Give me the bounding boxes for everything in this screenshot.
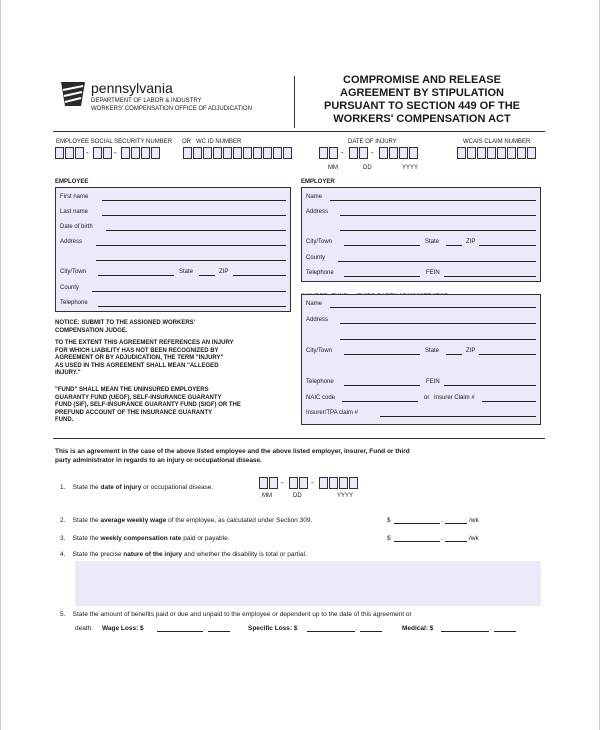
notice-p3-line-1: "FUND" SHALL MEAN THE UNINSURED EMPLOYERS: [55, 387, 209, 393]
employee-state-label: State: [179, 269, 194, 275]
notice-p1-line-1: NOTICE: SUBMIT TO THE ASSIGNED WORKERS': [55, 320, 196, 326]
wage-loss-dot: .: [204, 625, 206, 632]
notice-injury-definition: [55, 340, 234, 378]
insurer-name-label: Name: [306, 301, 323, 307]
employer-zip-field[interactable]: [479, 245, 536, 246]
employee-dob-field[interactable]: [106, 230, 286, 231]
specific-loss-label: Specific Loss: $: [248, 625, 298, 632]
item-4-suffix: and whether the disability is total or partial.: [183, 551, 307, 558]
item-3-dollars-field[interactable]: [394, 541, 440, 542]
employee-address-field[interactable]: [96, 245, 286, 246]
specific-loss-cents-field[interactable]: [360, 631, 382, 632]
employer-city-field[interactable]: [344, 245, 420, 246]
item-5-number: 5.: [60, 611, 66, 618]
insurer-name-field[interactable]: [330, 307, 536, 308]
employer-panel: [301, 187, 541, 282]
wcais-input-cells[interactable]: [457, 147, 541, 161]
employee-city-label: City/Town: [60, 269, 87, 275]
employer-state-field[interactable]: [446, 245, 462, 246]
dept-line-1: DEPARTMENT OF LABOR & INDUSTRY: [91, 98, 202, 104]
employee-first-name-field[interactable]: [102, 200, 286, 201]
item-4-number: 4.: [60, 551, 66, 558]
medical-dollars-field[interactable]: [441, 631, 489, 632]
notice-p2-line-1: TO THE EXTENT THIS AGREEMENT REFERENCES AN INJURY: [55, 340, 234, 346]
wage-loss-cents-field[interactable]: [208, 631, 230, 632]
insurer-address-field[interactable]: [340, 323, 536, 324]
item-1-mm: MM: [262, 493, 272, 499]
item-3-bold: weekly compensation rate: [100, 535, 182, 542]
agreement-intro-line-1: This is an agreement in the case of the above listed employee and the above listed employer, insurer, Fund or third: [55, 448, 410, 455]
or-label: OR: [182, 139, 191, 145]
date-of-injury-label: DATE OF INJURY: [348, 139, 397, 145]
agency-name: pennsylvania: [91, 80, 173, 96]
doi-mm: MM: [328, 165, 338, 171]
medical-dot: .: [490, 625, 492, 632]
notice-p3-line-3: FUND (SIF), SELF-INSURANCE GUARANTY FUND (SIGF) OR THE: [55, 402, 241, 408]
insurer-claim-label: Insurer Claim #: [434, 395, 475, 401]
item-2: [60, 517, 312, 524]
insurer-telephone-label: Telephone: [306, 379, 334, 385]
insurer-fein-label: FEIN: [426, 379, 440, 385]
employee-county-label: County: [60, 285, 80, 291]
employee-address-label: Address: [60, 239, 83, 245]
employer-county-label: County: [306, 255, 326, 261]
item-1-date-cells[interactable]: - -: [259, 477, 359, 491]
employee-telephone-label: Telephone: [60, 300, 88, 306]
employer-telephone-label: Telephone: [306, 270, 334, 276]
title-line-3: PURSUANT TO SECTION 449 OF THE: [324, 100, 520, 112]
employee-county-field[interactable]: [92, 291, 286, 292]
item-2-prefix: State the: [72, 517, 99, 524]
employee-first-name-label: First name: [60, 194, 89, 200]
employer-fein-field[interactable]: [444, 276, 536, 277]
notice-p2-line-4: AS USED IN THIS AGREEMENT SHALL MEAN "ALLEGED: [55, 362, 219, 369]
employee-last-name-field[interactable]: [102, 215, 286, 216]
notice-p2-line-3: AGREEMENT OR BY ADJUDICATION, THE TERM "INJURY": [55, 355, 224, 361]
item-4: [60, 551, 307, 558]
medical-cents-field[interactable]: [494, 631, 516, 632]
item-3-per-week: /wk: [469, 535, 479, 542]
employer-name-field[interactable]: [330, 200, 536, 201]
department-block: [91, 97, 252, 113]
wc-id-label: WC ID NUMBER: [196, 139, 242, 145]
item-3-number: 3.: [60, 535, 66, 542]
employer-address-label: Address: [306, 209, 329, 215]
item-2-number: 2.: [60, 517, 66, 524]
employer-address-field-2[interactable]: [340, 230, 536, 231]
item-4-nature-textarea[interactable]: [75, 561, 541, 606]
item-1-yyyy: YYYY: [337, 493, 354, 499]
item-5-line-1: State the amount of benefits paid or due and unpaid to the employee or dependent up to the date of this agreement or: [72, 611, 412, 618]
item-1-prefix: State the: [72, 484, 99, 491]
specific-loss-dollars-field[interactable]: [307, 631, 355, 632]
item-2-dot: .: [441, 517, 443, 524]
section-rule: [53, 438, 545, 439]
insurer-city-field[interactable]: [344, 354, 420, 355]
item-1-dd: DD: [293, 493, 302, 499]
employee-address-field-2[interactable]: [96, 260, 286, 261]
employer-name-label: Name: [306, 194, 323, 200]
item-2-dollar: $: [387, 517, 391, 524]
employer-zip-label: ZIP: [466, 239, 476, 245]
dept-line-2: WORKERS' COMPENSATION OFFICE OF ADJUDICATION: [91, 106, 252, 112]
doi-yyyy: YYYY: [402, 165, 419, 171]
item-2-suffix: of the employee, as calculated under Section 309.: [168, 517, 313, 524]
employer-heading: EMPLOYER: [301, 179, 335, 185]
title-line-2: AGREEMENT BY STIPULATION: [340, 87, 504, 99]
insurer-tpa-claim-field[interactable]: [380, 416, 536, 417]
insurer-naic-field[interactable]: [342, 401, 418, 402]
item-3-suffix: paid or payable.: [183, 535, 230, 542]
item-3: [60, 535, 230, 542]
employee-dob-label: Date of birth: [60, 224, 93, 230]
employee-last-name-label: Last name: [60, 209, 89, 215]
item-4-prefix: State the precise: [72, 551, 122, 558]
insurer-panel: [301, 294, 541, 425]
item-2-dollars-field[interactable]: [394, 523, 440, 524]
employee-state-field[interactable]: [199, 275, 215, 276]
keystone-logo-icon: [59, 80, 87, 108]
employer-fein-label: FEIN: [426, 270, 440, 276]
employee-zip-label: ZIP: [219, 269, 229, 275]
item-1-number: 1.: [60, 484, 66, 491]
ssn-label: EMPLOYEE SOCIAL SECURITY NUMBER: [56, 139, 173, 145]
doi-dd: DD: [363, 165, 372, 171]
item-2-cents-field[interactable]: [445, 523, 467, 524]
title-line-4: WORKERS' COMPENSATION ACT: [333, 113, 511, 125]
title-line-1: COMPROMISE AND RELEASE: [343, 74, 501, 86]
insurer-zip-label: ZIP: [466, 348, 476, 354]
agreement-intro-line-2: party administrator in regards to an injury or occupational disease.: [55, 457, 262, 464]
notice-fund-definition: [55, 387, 241, 425]
item-1-bold: date of injury: [100, 484, 142, 491]
item-5-death: death.: [75, 625, 94, 632]
employee-panel: [55, 187, 291, 312]
agreement-intro: [55, 447, 410, 465]
wage-loss-label: Wage Loss: $: [102, 625, 144, 632]
notice-p2-line-2: FOR WHICH LIABILITY HAS NOT BEEN RECOGNIZED BY: [55, 347, 219, 354]
insurer-city-label: City/Town: [306, 348, 333, 354]
employee-telephone-field[interactable]: [98, 306, 286, 307]
insurer-or-label: or: [424, 395, 430, 401]
insurer-telephone-field[interactable]: [344, 385, 420, 386]
notice-p3-line-5: FUND.: [55, 417, 74, 423]
employer-telephone-field[interactable]: [344, 276, 420, 277]
wcais-label: WCAIS CLAIM NUMBER: [463, 139, 531, 145]
insurer-state-field[interactable]: [446, 354, 462, 355]
employee-heading: EMPLOYEE: [55, 179, 89, 185]
notice-p2-line-5: INJURY.": [55, 370, 81, 376]
employer-state-label: State: [425, 239, 440, 245]
item-5: [60, 611, 412, 618]
form-title: [299, 74, 545, 126]
header-rule: [53, 131, 545, 132]
medical-label: Medical: $: [402, 625, 434, 632]
item-4-bold: nature of the injury: [123, 551, 183, 558]
employer-county-field[interactable]: [338, 261, 536, 262]
insurer-claim-field[interactable]: [482, 401, 536, 402]
item-1-suffix: or occupational disease.: [143, 484, 214, 491]
insurer-state-label: State: [425, 348, 440, 354]
header-divider: [294, 76, 295, 128]
employee-city-field[interactable]: [98, 275, 174, 276]
item-3-prefix: State the: [72, 535, 99, 542]
insurer-address-label: Address: [306, 317, 329, 323]
insurer-address-field-2[interactable]: [340, 339, 536, 340]
item-3-cents-field[interactable]: [445, 541, 467, 542]
notice-p3-line-2: GUARANTY FUND (UEGF), SELF-INSURANCE GUARANTY: [55, 394, 222, 401]
insurer-tpa-claim-label: Insurer/TPA claim #: [306, 410, 358, 416]
notice-p3-line-4: PREFUND ACCOUNT OF THE INSURANCE GUARANTY: [55, 409, 213, 416]
item-1: [60, 484, 213, 491]
insurer-fein-field[interactable]: [444, 385, 536, 386]
employer-city-label: City/Town: [306, 239, 333, 245]
employer-address-field[interactable]: [340, 215, 536, 216]
wage-loss-dollars-field[interactable]: [157, 631, 203, 632]
employee-zip-field[interactable]: [233, 275, 286, 276]
insurer-zip-field[interactable]: [479, 354, 536, 355]
notice-submit: [55, 320, 195, 335]
ssn-input-cells[interactable]: - -: [55, 147, 291, 161]
insurer-naic-label: NAIC code: [306, 395, 336, 401]
item-2-bold: average weekly wage: [100, 517, 167, 524]
item-2-per-week: /wk: [469, 517, 479, 524]
item-3-dollar: $: [387, 535, 391, 542]
doi-header-cells[interactable]: - -: [319, 147, 441, 161]
notice-p1-line-2: COMPENSATION JUDGE.: [55, 327, 128, 334]
item-3-dot: .: [441, 535, 443, 542]
specific-loss-dot: .: [356, 625, 358, 632]
